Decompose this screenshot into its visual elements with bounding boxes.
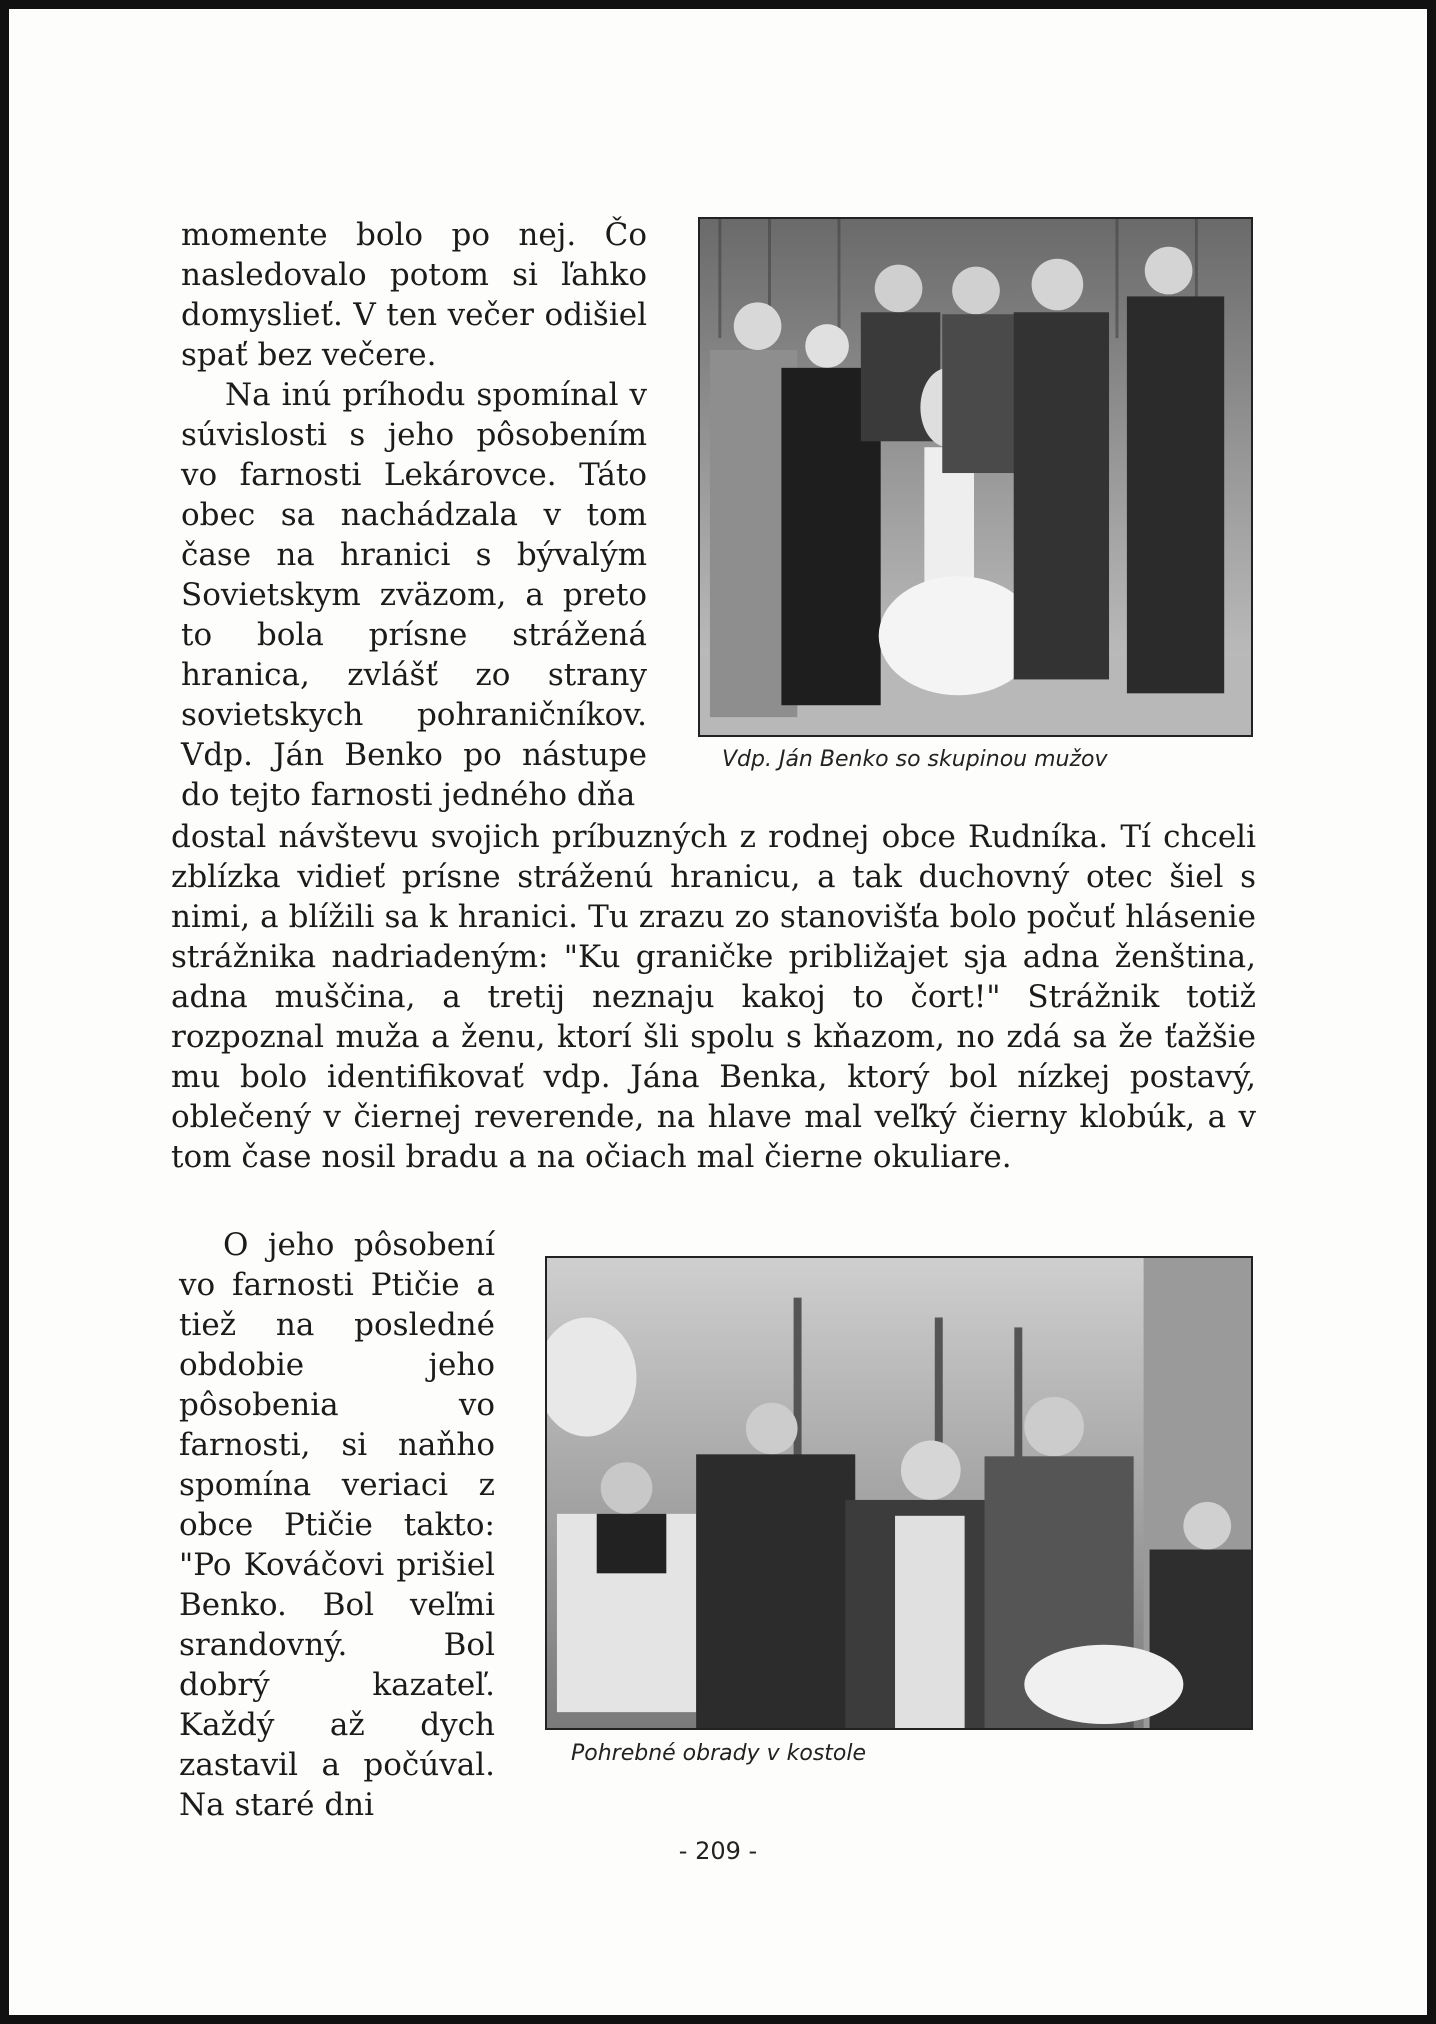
photo-bottom-caption: Pohrebné obrady v kostole <box>571 1741 867 1766</box>
page-number: - 209 - <box>678 1837 758 1865</box>
paragraph-3: O jeho pôsobení vo farnosti Ptičie a tiež na posledné obdobie jeho pôsobenia vo farnosti, si naňho spomína veriaci z obce Ptičie takto: "Po Kováčovi prišiel Benko. Bol veľmi srandovný. Bol dobrý kazateľ. Každý až dych zastavil a počúval. Na staré dni <box>179 1227 495 1823</box>
photo-top-caption: Vdp. Ján Benko so skupinou mužov <box>722 747 1108 772</box>
text-column-top <box>181 215 647 815</box>
paragraph-2: Na inú príhodu spomínal v súvislosti s jeho pôsobením vo farnosti Lekárovce. Táto obec sa nachádzala v tom čase na hranici s bývalým Sovietskym zväzom, a preto to bola prísne strážená hranica, zvlášť zo strany sovietskych pohraničníkov. Vdp. Ján Benko po nástupe do tejto farnosti jedného dňa <box>181 377 647 813</box>
text-full-width <box>171 817 1256 1177</box>
photo-funeral-ceremony <box>545 1256 1253 1730</box>
photo-group-of-men <box>698 217 1253 737</box>
text-column-bottom <box>179 1225 495 1825</box>
paragraph-continuation: dostal návštevu svojich príbuzných z rodnej obce Rudníka. Tí chceli zblízka vidieť prísne stráženú hranicu, a tak duchovný otec šiel s nimi, a blížili sa k hranici. Tu zrazu zo stanovišťa bolo počuť hlásenie strážnika nadriadeným: "Ku graničke približajet sja adna ženština, adna muščina, a tretij neznaju kakoj to čort!" Strážnik totiž rozpoznal muža a ženu, ktorí šli spolu s kňazom, no zdá sa že ťažšie mu bolo identifikovať vdp. Jána Benka, ktorý bol nízkej postavý, oblečený v čiernej reverende, na hlave mal veľký čierny klobúk, a v tom čase nosil bradu a na očiach mal čierne okuliare. <box>171 819 1256 1175</box>
paragraph-1: momente bolo po nej. Čo nasledovalo potom si ľahko domyslieť. V ten večer odišiel spať bez večere. <box>181 217 647 373</box>
